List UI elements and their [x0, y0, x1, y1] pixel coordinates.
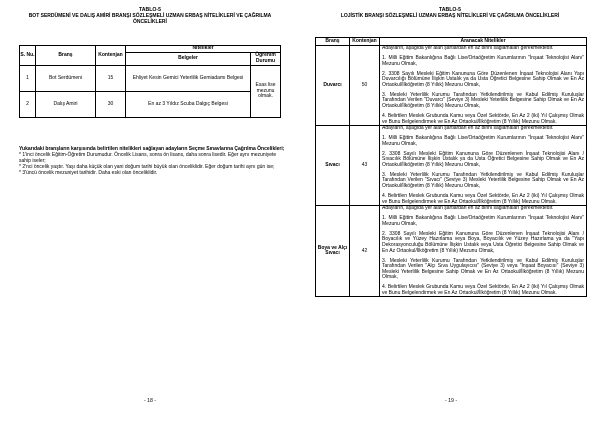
row-kontenjan: 15 [96, 66, 126, 92]
qualification-paragraph: 3. Mesleki Yeterlilik Kurumu Tarafından Yetkilendirilmiş ve Kabul Edilmiş Kuruluşlar Tarafından Verilen "Duvarcı" (Seviye 3) Mesleki Yeterlilik Belgesine Sahip Olmak ve En Az Ortaokul/İlköğretim (8 Yıllık) Mezunu Olmak, [382, 91, 584, 109]
right-table-number: TABLO-5 [438, 7, 462, 13]
row-brans: Sıvacı [316, 126, 350, 206]
qualification-paragraph: Adayların, aşağıda yer alan şartlardan en az birini sağlamaları gerekmektedir. [382, 45, 554, 51]
qualification-paragraph: 4. Belirtilen Meslek Grubunda Kamu veya Özel Sektörde, En Az 2 (iki) Yıl Çalışmış Olmak ve Bunu Belgelendirmek ve En Az Ortaokul/İlköğretim (8 Yıllık) Mezunu Olmak. [382, 284, 584, 296]
note-item: * 2'nci öncelik yaştır. Yaşı daha küçük olan yani doğum tarihi büyük olan önceliklidir. Eğer doğum tarihi aynı gün ise; [19, 164, 275, 170]
row-kontenjan: 50 [350, 46, 380, 126]
row-brans: Duvarcı [316, 46, 350, 126]
ogrenim-value: Esas lise mezunu olmak. [251, 66, 281, 118]
table-row [20, 92, 281, 118]
priority-notes [19, 146, 289, 176]
header-ogrenim: Öğrenim Durumu [251, 53, 281, 66]
header-kontenjan: Kontenjan [96, 46, 126, 66]
qualification-paragraph: 4. Belirtilen Meslek Grubunda Kamu veya Özel Sektörde, En Az 2 (iki) Yıl Çalışmış Olmak ve Bunu Belgelendirmek ve En Az Ortaokul/İlköğretim (8 Yıllık) Mezunu Olmak. [382, 112, 584, 125]
qualification-paragraph: 3. Mesleki Yeterlilik Kurumu Tarafından Yetkilendirilmiş ve Kabul Edilmiş Kuruluşlar Tarafından Verilen "Sıvacı" (Seviye 3) Mesleki Yeterlilik Belgesine Sahip Olmak ve En Az Ortaokul/İlköğretim (8 Yıllık) Mezunu Olmak, [382, 171, 584, 190]
row-brans: Boya ve Alçı Sıvacı [316, 206, 350, 297]
left-table-heading [14, 7, 286, 25]
qualification-paragraph: Adayların, aşağıda yer alan şartlardan en az birini sağlamaları gerekmektedir. [382, 125, 554, 132]
table-row [316, 46, 587, 126]
row-brans: Dalış Amiri [36, 92, 96, 118]
right-qualification-table [315, 37, 587, 297]
right-page [302, 0, 600, 424]
table-row [20, 66, 281, 92]
row-no: 1 [20, 66, 36, 92]
row-qualifications [380, 126, 587, 206]
header-belgeler: Belgeler [126, 53, 251, 66]
page-number-right: - 19 - [444, 398, 458, 404]
right-table-heading [310, 7, 590, 19]
row-qualifications [380, 206, 587, 297]
left-table-title: BOT SERDÜMENİ VE DALIŞ AMİRİ BRANŞI SÖZLEŞMELİ UZMAN ERBAŞ NİTELİKLERİ VE ÇAĞRILMA ÖNCELİKLERİ [28, 13, 272, 25]
qualification-paragraph: 2. 3308 Sayılı Mesleki Eğitim Kanununa Göre Düzenlenen İnşaat Teknolojisi Alanı / Sıvacılık Bölümüne İlişkin Ustalık ya da Usta Öğretici Belgesine Sahip Olmak ve En Az Ortaokul/İlköğretim (8 Yıllık) Mezunu Olmak, [382, 150, 584, 168]
header-kontenjan: Kontenjan [350, 38, 380, 46]
qualification-paragraph: 4. Belirtilen Meslek Grubunda Kamu veya Özel Sektörde, En Az 2 (iki) Yıl Çalışmış Olmak ve Bunu Belgelendirmek ve En Az Ortaokul/İlköğretim (8 Yıllık) Mezunu Olmak. [382, 193, 584, 205]
table-row [316, 126, 587, 206]
qualification-paragraph: 2. 3308 Sayılı Mesleki Eğitim Kanununa Göre Düzenlenen İnşaat Teknolojisi Alanı / Boyacılık ve Yüzey Hazırlama veya Boya, Boyacılık ve Yüzey Hazırlama ya da "Yapı Dekorasyonculuğu Bölümüne İlişkin Ustalık veya Usta Öğretici Belgesine Sahip Olmak ve En Az Ortaokul/İlköğretim (8 Yıllık) Mezunu Olmak, [382, 230, 584, 254]
header-nitelikler: Nitelikler [126, 46, 281, 53]
table-row [316, 206, 587, 297]
row-belge: En az 3 Yıldız Scuba Dalgıç Belgesi [126, 92, 251, 118]
qualification-paragraph: 1. Milli Eğitim Bakanlığına Bağlı Lise/Ortaöğretim Kurumlarının "İnşaat Teknolojisi Alanı" Mezunu Olmak, [382, 215, 584, 227]
note-item: * 3'üncü öncelik mezuniyet tarihidir. Daha eski olan önceliklidir. [19, 170, 158, 176]
qualification-paragraph: Adayların, aşağıda yer alan şartlardan en az birini sağlamaları gerekmektedir. [382, 205, 554, 212]
note-item: * 1'inci öncelik Eğitim-Öğretim Durumudur. Öncelik Lisans, sonra ön lisans, daha sonra lisedir. Eğer aynı mezuniyete sahip iseler; [19, 152, 277, 164]
left-qualification-table [19, 45, 281, 118]
header-nitelikler: Aranacak Nitelikler [380, 38, 587, 46]
header-brans: Branş [36, 46, 96, 66]
header-brans: Branş [316, 38, 350, 46]
page-number-left: - 18 - [143, 398, 157, 404]
row-qualifications [380, 46, 587, 126]
row-belge: Ehliyet Kesin Gemici Yeterlilik Gemiadamı Belgesi [126, 66, 251, 92]
right-table-title: LOJİSTİK BRANŞI SÖZLEŞMELİ UZMAN ERBAŞ NİTELİKLERİ VE ÇAĞRILMA ÖNCELİKLERİ [340, 13, 560, 19]
header-no: S. Nu. [20, 46, 36, 66]
row-kontenjan: 30 [96, 92, 126, 118]
qualification-paragraph: 1. Milli Eğitim Bakanlığına Bağlı Lise/Ortaöğretim Kurumlarının "İnşaat Teknolojisi Alanı" Mezunu Olmak, [382, 54, 584, 67]
notes-heading: Yukarıdaki branşların karşısında belirtilen nitelikleri sağlayan adayların Seçme Sınavlarına Çağrılma Öncelikleri; [19, 146, 285, 152]
row-no: 2 [20, 92, 36, 118]
qualification-paragraph: 1. Milli Eğitim Bakanlığına Bağlı Lise/Ortaöğretim Kurumlarının "İnşaat Teknolojisi Alanı" Mezunu Olmak, [382, 135, 584, 147]
qualification-paragraph: 3. Mesleki Yeterlilik Kurumu Tarafından Yetkilendirilmiş ve Kabul Edilmiş Kuruluşlar Tarafından Verilen "Alçı Sıva Uygulayıcısı" (Seviye 3) veya "İnşaat Boyacısı" (Seviye 3) Mesleki Yeterlilik Belgesine Sahip Olmak ve En Az Ortaokul/İlköğretim (8 Yıllık) Mezunu Olmak, [382, 257, 584, 281]
left-table-number: TABLO-5 [138, 7, 162, 13]
row-kontenjan: 43 [350, 126, 380, 206]
row-kontenjan: 42 [350, 206, 380, 297]
qualification-paragraph: 2. 3308 Sayılı Mesleki Eğitim Kanununa Göre Düzenlenen İnşaat Teknolojisi Alanı Yapı Duvarcılığı Bölümüne İlişkin Ustalık ya da Usta Öğretici Belgesine Sahip Olmak ve En Az Ortaokul/İlköğretim (8 Yıllık) Mezunu Olmak, [382, 70, 584, 88]
row-brans: Bot Serdümeni [36, 66, 96, 92]
